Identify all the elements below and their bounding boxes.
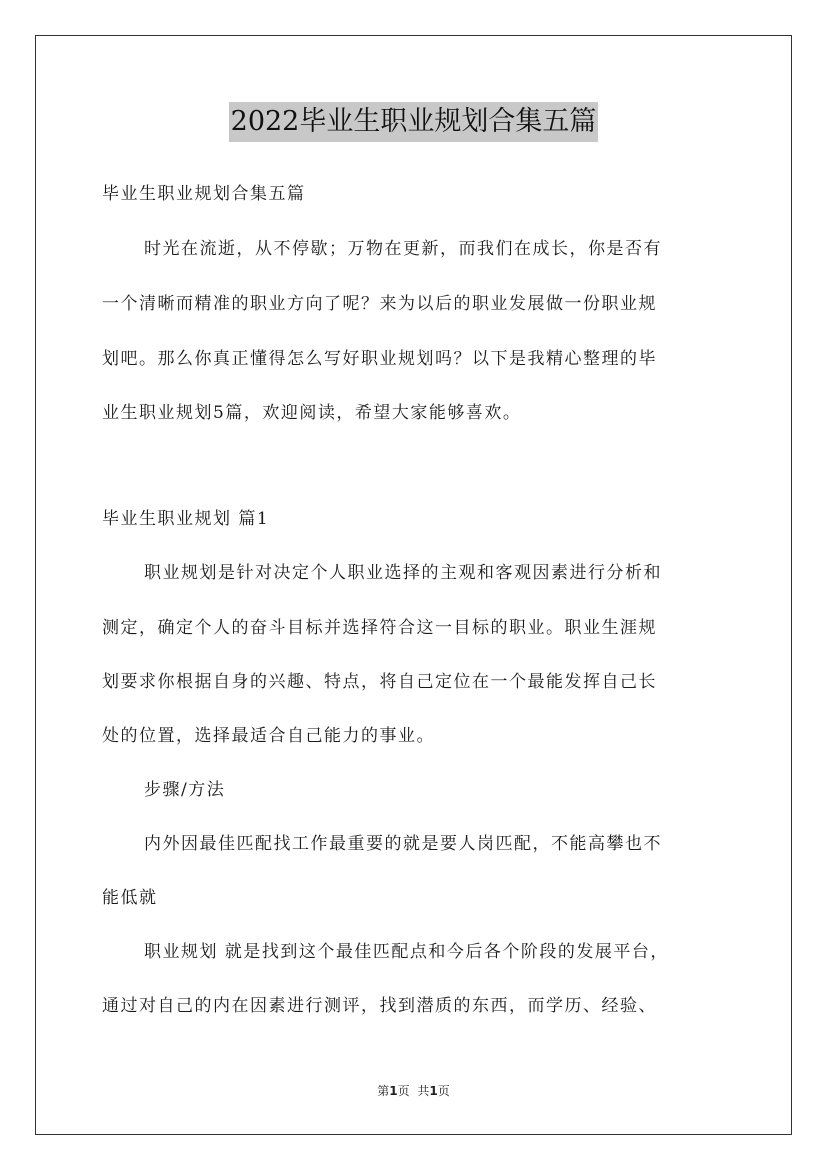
section1-line-4: 处的位置，选择最适合自己能力的事业。 xyxy=(102,726,435,746)
document-title: 2022毕业生职业规划合集五篇 xyxy=(229,102,599,142)
title-container xyxy=(0,102,827,142)
intro-line-3: 划吧。那么你真正懂得怎么写好职业规划吗？以下是我精心整理的毕 xyxy=(102,349,657,369)
steps-para1-line-1: 内外因最佳匹配找工作最重要的就是要人岗匹配，不能高攀也不 xyxy=(144,834,662,854)
section1-line-3: 划要求你根据自身的兴趣、特点，将自己定位在一个最能发挥自己长 xyxy=(102,672,657,692)
page-footer xyxy=(0,1082,827,1100)
document-subtitle: 毕业生职业规划合集五篇 xyxy=(102,184,306,204)
footer-page-number: 1 xyxy=(389,1084,398,1098)
steps-heading: 步骤/方法 xyxy=(144,780,226,800)
steps-para1-line-2: 能低就 xyxy=(102,888,158,908)
footer-total-suffix: 页 xyxy=(437,1084,450,1098)
section1-line-2: 测定，确定个人的奋斗目标并选择符合这一目标的职业。职业生涯规 xyxy=(102,618,657,638)
intro-line-2: 一个清晰而精准的职业方向了呢？来为以后的职业发展做一份职业规 xyxy=(102,294,657,314)
intro-line-1: 时光在流逝，从不停歇；万物在更新，而我们在成长，你是否有 xyxy=(144,239,662,259)
footer-prefix: 第 xyxy=(377,1084,390,1098)
section1-heading: 毕业生职业规划 篇1 xyxy=(102,509,270,529)
footer-page-suffix: 页 xyxy=(397,1084,410,1098)
steps-para2-line-2: 通过对自己的内在因素进行测评，找到潜质的东西，而学历、经验、 xyxy=(102,996,657,1016)
footer-total-prefix: 共 xyxy=(417,1084,430,1098)
steps-para2-line-1: 职业规划 就是找到这个最佳匹配点和今后各个阶段的发展平台， xyxy=(144,942,669,962)
section1-line-1: 职业规划是针对决定个人职业选择的主观和客观因素进行分析和 xyxy=(144,563,662,583)
footer-total-number: 1 xyxy=(429,1084,438,1098)
intro-line-4: 业生职业规划5篇，欢迎阅读，希望大家能够喜欢。 xyxy=(102,403,522,423)
